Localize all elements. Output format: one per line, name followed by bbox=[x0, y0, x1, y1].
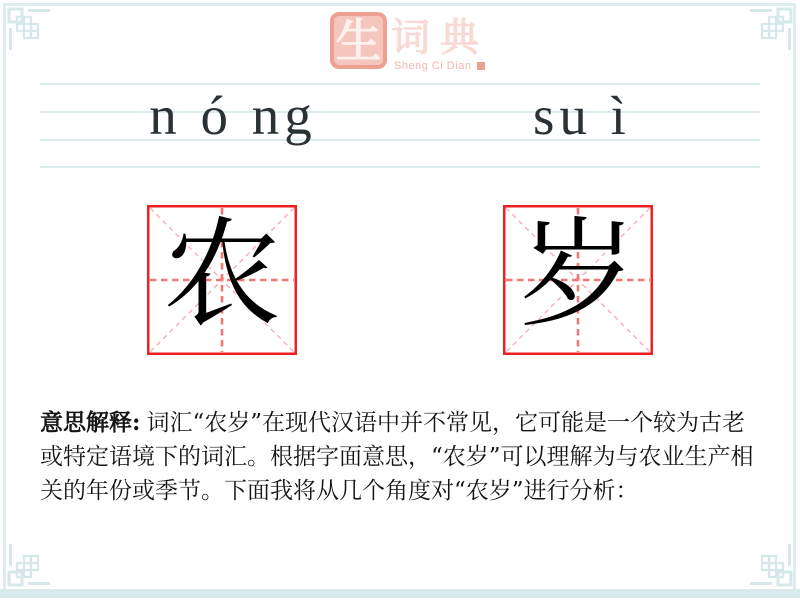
pinyin-word-1: n ó ng bbox=[149, 85, 317, 146]
brand-seal-icon bbox=[330, 12, 387, 69]
pinyin-guide-line bbox=[40, 111, 760, 113]
seal-character: 生 bbox=[335, 13, 382, 68]
hanzi-character-2: 岁 bbox=[518, 205, 638, 344]
pinyin-guide-line bbox=[40, 139, 760, 141]
lattice-corner-icon bbox=[749, 5, 795, 51]
character-grid-1 bbox=[147, 205, 297, 355]
lattice-corner-icon bbox=[5, 543, 51, 589]
pinyin-guide-line bbox=[40, 83, 760, 85]
brand-romanized-text: Sheng Ci Dian bbox=[394, 60, 472, 72]
brand-romanized bbox=[394, 60, 485, 72]
meaning-label: 意思解释: bbox=[40, 409, 141, 436]
character-grid-2 bbox=[503, 205, 653, 355]
brand-name: 词典 bbox=[391, 15, 490, 61]
pinyin-guide-line bbox=[40, 166, 760, 168]
pinyin-word-2: su ì bbox=[533, 85, 631, 146]
hanzi-character-1: 农 bbox=[162, 205, 282, 344]
brand-dot-icon bbox=[477, 62, 485, 70]
lattice-corner-icon bbox=[5, 5, 51, 51]
meaning-explanation bbox=[40, 406, 762, 508]
lattice-corner-icon bbox=[749, 543, 795, 589]
bottom-accent-bar bbox=[0, 589, 800, 598]
meaning-text: 词汇“农岁”在现代汉语中并不常见，它可能是一个较为古老或特定语境下的词汇。根据字面意思，“农岁”可以理解为与农业生产相关的年份或季节。下面我将从几个角度对“农岁”进行分析： bbox=[40, 410, 754, 504]
